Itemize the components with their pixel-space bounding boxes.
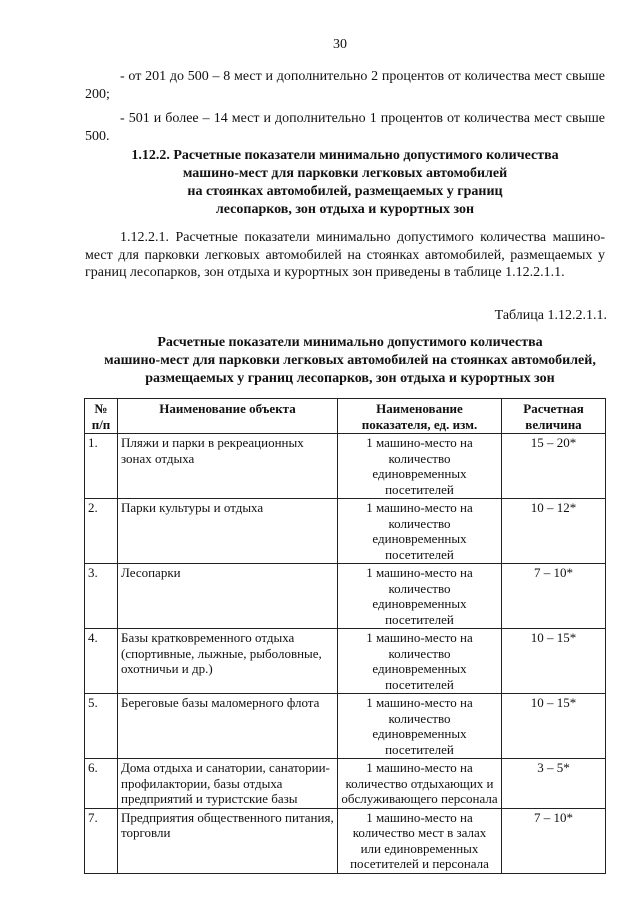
row-value: 10 – 15* <box>502 629 606 694</box>
header-value: Расчетная величина <box>502 399 606 434</box>
row-object: Береговые базы маломерного флота <box>118 694 338 759</box>
row-object: Парки культуры и отдыха <box>118 499 338 564</box>
table-row <box>85 434 606 499</box>
section-paragraph: 1.12.2.1. Расчетные показатели минимально допустимого количества машино-мест для парковки легковых автомобилей на стоянках автомобилей, размещаемых у границ лесопарков, зон отдыха и курортных зон приведены в таблице 1.12.2.1.1. <box>85 230 605 280</box>
section-heading <box>100 147 590 219</box>
row-num: 2. <box>85 499 118 564</box>
row-num: 5. <box>85 694 118 759</box>
header-object: Наименование объекта <box>118 399 338 434</box>
heading-line: 1.12.2. Расчетные показатели минимально допустимого количества <box>131 148 559 163</box>
row-num: 1. <box>85 434 118 499</box>
row-object: Предприятия общественного питания, торговли <box>118 808 338 873</box>
table-row <box>85 629 606 694</box>
row-object: Дома отдыха и санатории, санатории-профилактории, базы отдыха предприятий и туристские базы <box>118 759 338 809</box>
heading-line: на стоянках автомобилей, размещаемых у границ <box>187 184 503 199</box>
intro-item: - от 201 до 500 – 8 мест и дополнительно 2 процентов от количества мест свыше 200; <box>85 69 605 102</box>
row-indicator: 1 машино-место на количество отдыхающих и обслуживающего персонала <box>338 759 502 809</box>
table-header-row <box>85 399 606 434</box>
parking-table <box>84 398 606 874</box>
row-indicator: 1 машино-место на количество единовременных посетителей <box>338 434 502 499</box>
row-value: 10 – 12* <box>502 499 606 564</box>
row-value: 10 – 15* <box>502 694 606 759</box>
row-indicator: 1 машино-место на количество мест в залах или единовременных посетителей и персонала <box>338 808 502 873</box>
page-number: 30 <box>333 37 347 52</box>
row-indicator: 1 машино-место на количество единовременных посетителей <box>338 564 502 629</box>
table-row <box>85 564 606 629</box>
row-num: 4. <box>85 629 118 694</box>
row-num: 7. <box>85 808 118 873</box>
row-object: Пляжи и парки в рекреационных зонах отдыха <box>118 434 338 499</box>
caption-line: размещаемых у границ лесопарков, зон отдыха и курортных зон <box>145 371 555 386</box>
intro-list <box>85 68 605 152</box>
row-indicator: 1 машино-место на количество единовременных посетителей <box>338 499 502 564</box>
heading-line: лесопарков, зон отдыха и курортных зон <box>215 202 475 217</box>
row-value: 15 – 20* <box>502 434 606 499</box>
row-value: 7 – 10* <box>502 808 606 873</box>
table-row <box>85 694 606 759</box>
caption-line: Расчетные показатели минимально допустимого количества <box>157 335 543 350</box>
table-label: Таблица 1.12.2.1.1. <box>494 308 607 323</box>
table-caption <box>60 334 640 388</box>
table-row <box>85 759 606 809</box>
heading-line: машино-мест для парковки легковых автомобилей <box>182 166 508 181</box>
row-indicator: 1 машино-место на количество единовременных посетителей <box>338 694 502 759</box>
row-object: Базы кратковременного отдыха (спортивные, лыжные, рыболовные, охотничьи и др.) <box>118 629 338 694</box>
table-row <box>85 808 606 873</box>
row-value: 3 – 5* <box>502 759 606 809</box>
table-row <box>85 499 606 564</box>
row-num: 3. <box>85 564 118 629</box>
row-indicator: 1 машино-место на количество единовременных посетителей <box>338 629 502 694</box>
header-indicator: Наименование показателя, ед. изм. <box>338 399 502 434</box>
caption-line: машино-мест для парковки легковых автомобилей на стоянках автомобилей, <box>104 353 596 368</box>
row-value: 7 – 10* <box>502 564 606 629</box>
row-num: 6. <box>85 759 118 809</box>
header-num: № п/п <box>85 399 118 434</box>
row-object: Лесопарки <box>118 564 338 629</box>
intro-item: - 501 и более – 14 мест и дополнительно 1 процентов от количества мест свыше 500. <box>85 111 605 144</box>
